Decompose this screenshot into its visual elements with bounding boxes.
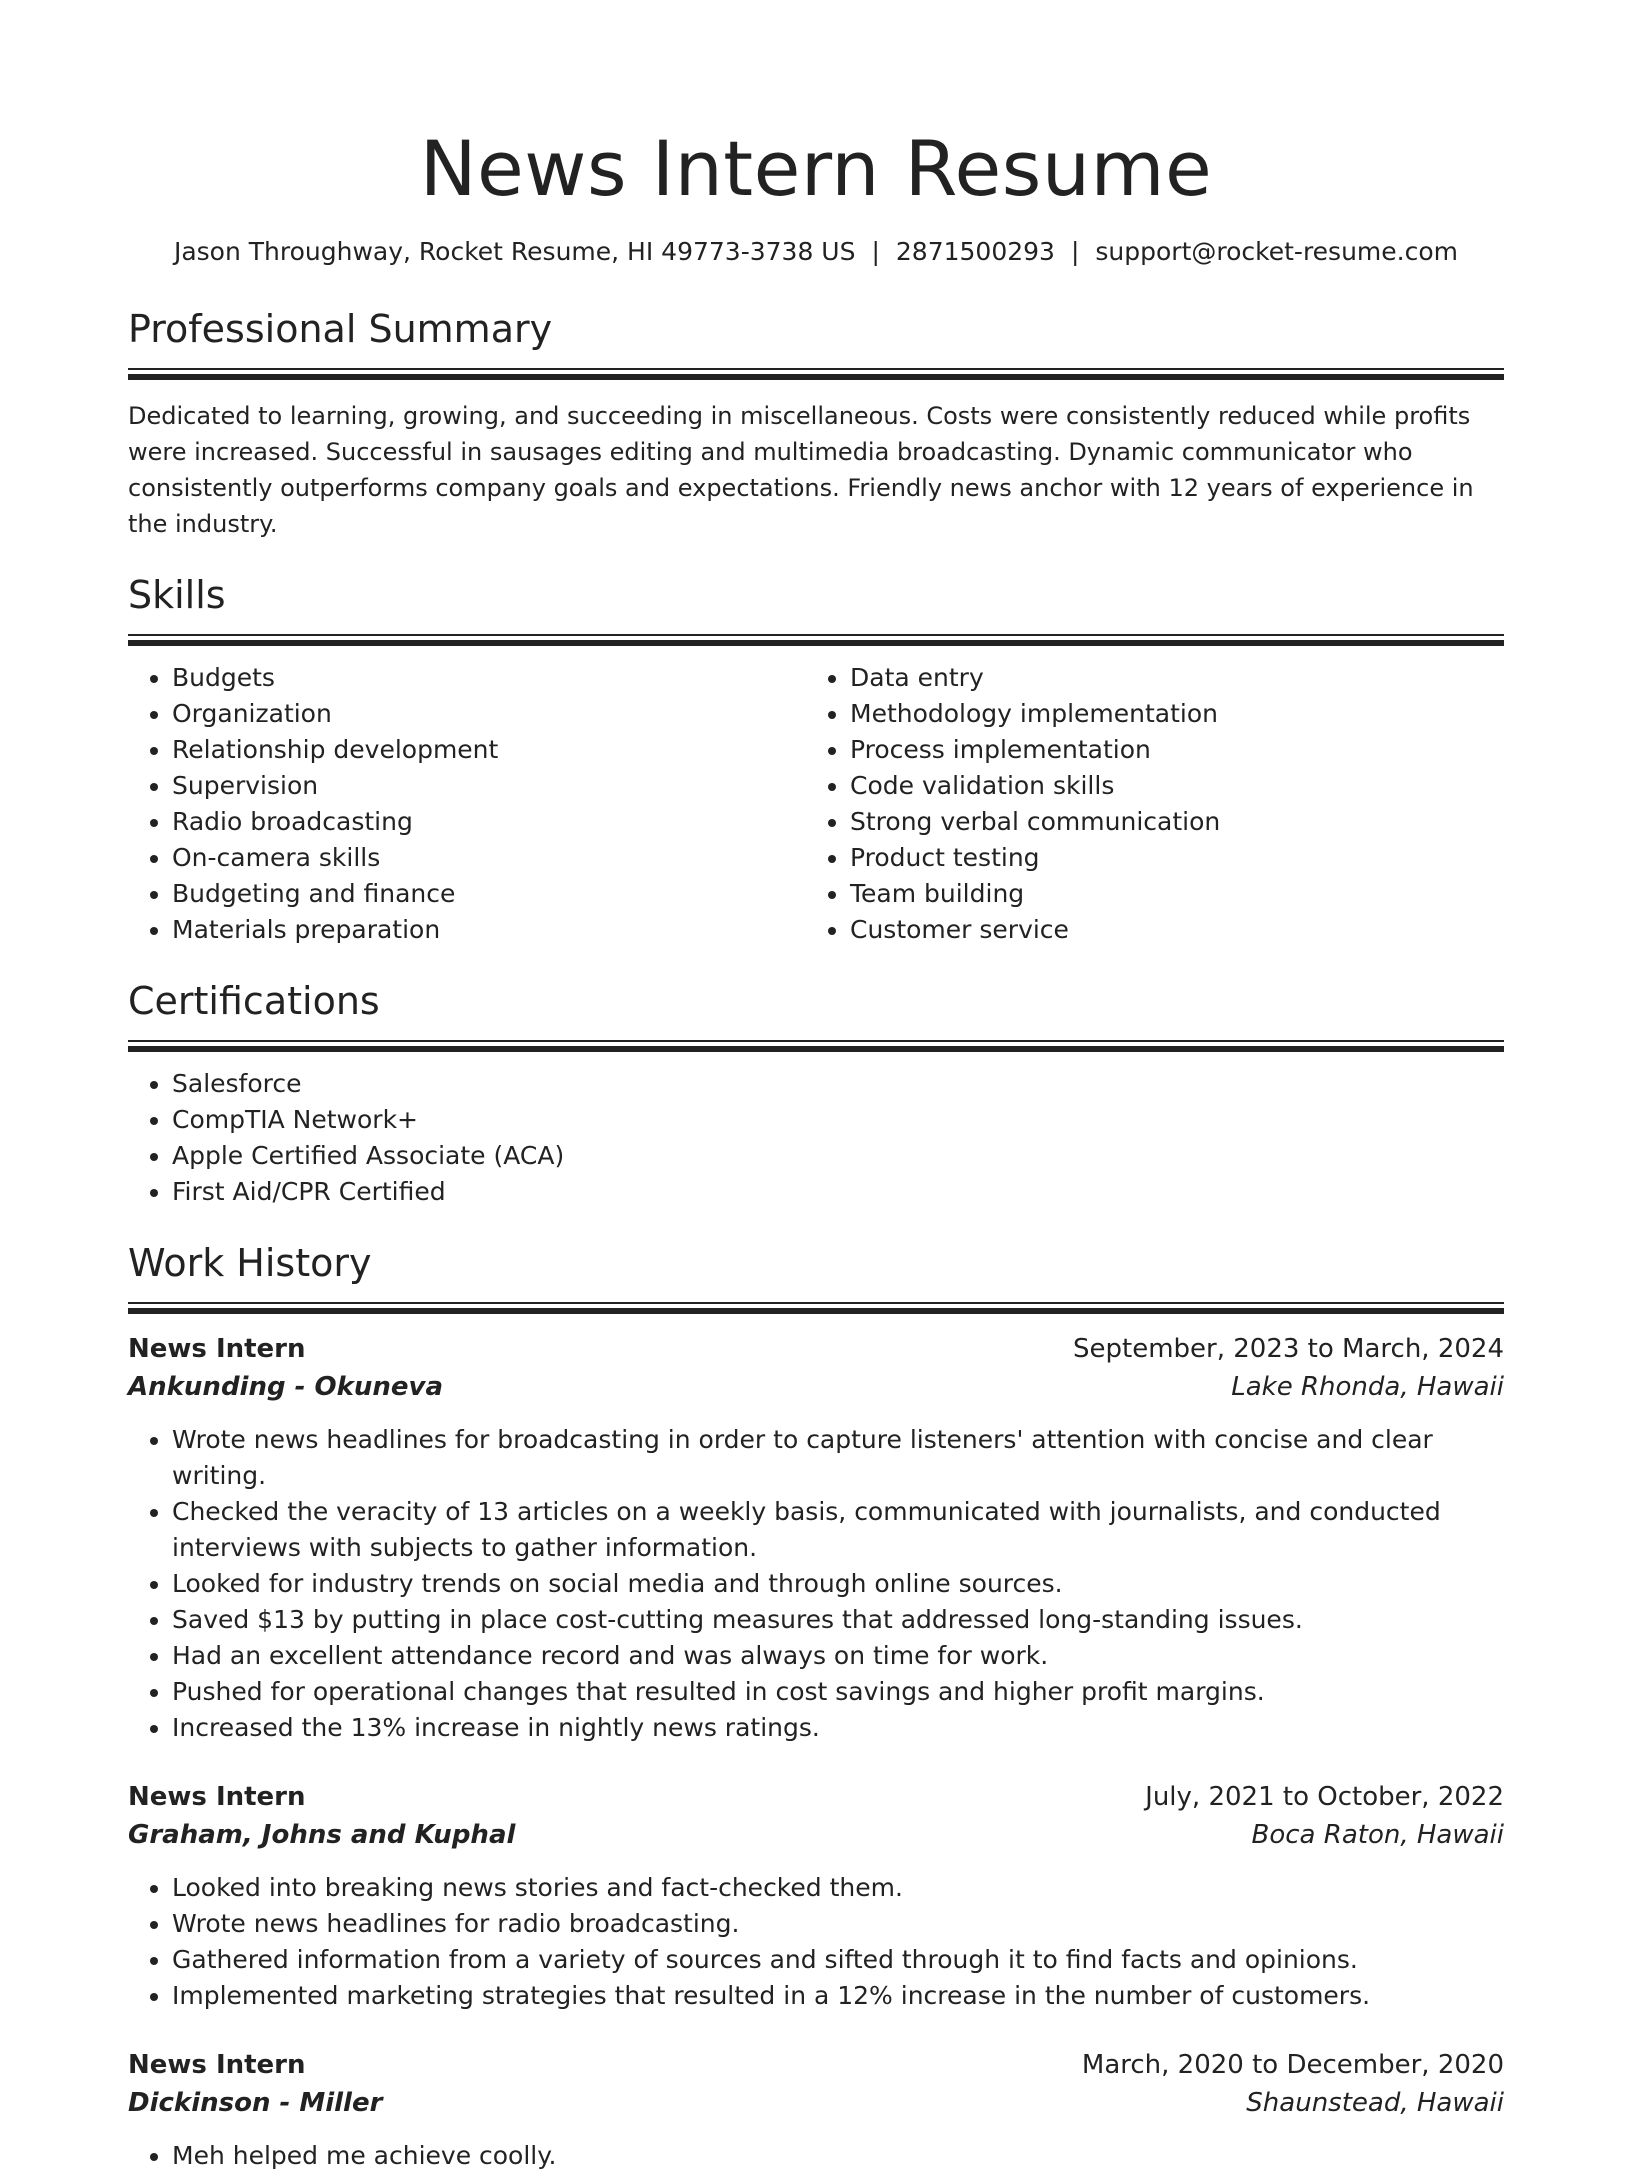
certifications-list: [128, 1066, 1504, 1210]
job-bullet: • Had an excellent attendance record and was always on time for work.: [172, 1638, 1504, 1674]
skill-item: • Organization: [172, 696, 806, 732]
section-divider: [128, 1302, 1504, 1314]
contact-phone: 2871500293: [895, 237, 1055, 266]
section-divider: [128, 1040, 1504, 1052]
job-bullet: • Looked into breaking news stories and fact-checked them.: [172, 1870, 1504, 1906]
job-bullet-list: [128, 1422, 1504, 1746]
summary-section: [128, 304, 1504, 542]
job-bullet: • Pushed for operational changes that resulted in cost savings and higher profit margins.: [172, 1674, 1504, 1710]
skill-item: • Data entry: [850, 660, 1484, 696]
skill-item: • Strong verbal communication: [850, 804, 1484, 840]
job-bullet: • Meh helped me achieve coolly.: [172, 2138, 1504, 2174]
job-bullet: • Wrote news headlines for broadcasting in order to capture listeners' attention with concise and clear writing.: [172, 1422, 1504, 1494]
resume-title: News Intern Resume: [419, 124, 1213, 213]
skill-item: • Code validation skills: [850, 768, 1484, 804]
skill-item: • Budgets: [172, 660, 806, 696]
work-history-section: [128, 1238, 1504, 2174]
skill-item: • Supervision: [172, 768, 806, 804]
job-bullet: • Increased the 13% increase in nightly news ratings.: [172, 1710, 1504, 1746]
section-heading-summary: Professional Summary: [128, 307, 553, 351]
skill-item: • Product testing: [850, 840, 1484, 876]
contact-separator: |: [1070, 237, 1080, 266]
job-bullet: • Wrote news headlines for radio broadcasting.: [172, 1906, 1504, 1942]
section-heading-work-history: Work History: [128, 1241, 372, 1285]
job-location: Shaunstead, Hawaii: [1246, 2088, 1504, 2118]
section-heading-certifications: Certifications: [128, 979, 380, 1023]
job-bullet: • Checked the veracity of 13 articles on a weekly basis, communicated with journalists, and conducted interviews with subjects to gather information.: [172, 1494, 1504, 1566]
job-location: Boca Raton, Hawaii: [1251, 1820, 1504, 1850]
job-title: News Intern: [128, 2050, 306, 2080]
job-dates: March, 2020 to December, 2020: [1081, 2050, 1504, 2080]
summary-text: Dedicated to learning, growing, and succeeding in miscellaneous. Costs were consistently reduced while profits were increased. Successful in sausages editing and multimedia broadcasting. Dynamic communicator who consistently outperforms company goals and expectations. Friendly news anchor with 12 years of experience in the industry.: [128, 402, 1474, 538]
job-bullet: • Implemented marketing strategies that resulted in a 12% increase in the number of customers.: [172, 1978, 1504, 2014]
skill-item: • Radio broadcasting: [172, 804, 806, 840]
job-location: Lake Rhonda, Hawaii: [1231, 1372, 1504, 1402]
certification-item: • CompTIA Network+: [172, 1102, 1504, 1138]
skill-item: • Team building: [850, 876, 1484, 912]
skill-item: • On-camera skills: [172, 840, 806, 876]
job-dates: July, 2021 to October, 2022: [1145, 1782, 1504, 1812]
contact-separator: |: [871, 237, 880, 266]
job-bullet: • Gathered information from a variety of sources and sifted through it to find facts and opinions.: [172, 1942, 1504, 1978]
skill-item: • Customer service: [850, 912, 1484, 948]
resume-page: [128, 0, 1504, 2174]
job-title: News Intern: [128, 1782, 306, 1812]
certification-item: • Apple Certified Associate (ACA): [172, 1138, 1504, 1174]
section-divider: [128, 368, 1504, 380]
job-bullet: • Saved $13 by putting in place cost-cutting measures that addressed long-standing issues.: [172, 1602, 1504, 1638]
job-title: News Intern: [128, 1334, 306, 1364]
skills-list-left: [128, 660, 806, 948]
job-bullet-list: [128, 2138, 1504, 2174]
job-dates: September, 2023 to March, 2024: [1073, 1334, 1504, 1364]
skill-item: • Budgeting and finance: [172, 876, 806, 912]
skill-item: • Process implementation: [850, 732, 1484, 768]
contact-email: support@rocket-resume.com: [1095, 237, 1459, 266]
job-company: Dickinson - Miller: [128, 2088, 383, 2118]
skill-item: • Relationship development: [172, 732, 806, 768]
certification-item: • Salesforce: [172, 1066, 1504, 1102]
job-entry: [128, 2046, 1504, 2174]
job-company: Ankunding - Okuneva: [128, 1372, 444, 1402]
job-bullet-list: [128, 1870, 1504, 2014]
certifications-section: [128, 976, 1504, 1210]
skills-list-right: [806, 660, 1484, 948]
skills-grid: [128, 660, 1504, 948]
job-company: Graham, Johns and Kuphal: [128, 1820, 516, 1850]
contact-address: Jason Throughway, Rocket Resume, HI 49773-3738 US: [173, 237, 856, 266]
certification-item: • First Aid/CPR Certified: [172, 1174, 1504, 1210]
job-entry: [128, 1330, 1504, 1746]
skill-item: • Methodology implementation: [850, 696, 1484, 732]
skills-section: [128, 570, 1504, 948]
section-divider: [128, 634, 1504, 646]
contact-line: [128, 234, 1504, 270]
job-entry: [128, 1778, 1504, 2014]
skill-item: • Materials preparation: [172, 912, 806, 948]
section-heading-skills: Skills: [128, 573, 226, 617]
job-bullet: • Looked for industry trends on social media and through online sources.: [172, 1566, 1504, 1602]
